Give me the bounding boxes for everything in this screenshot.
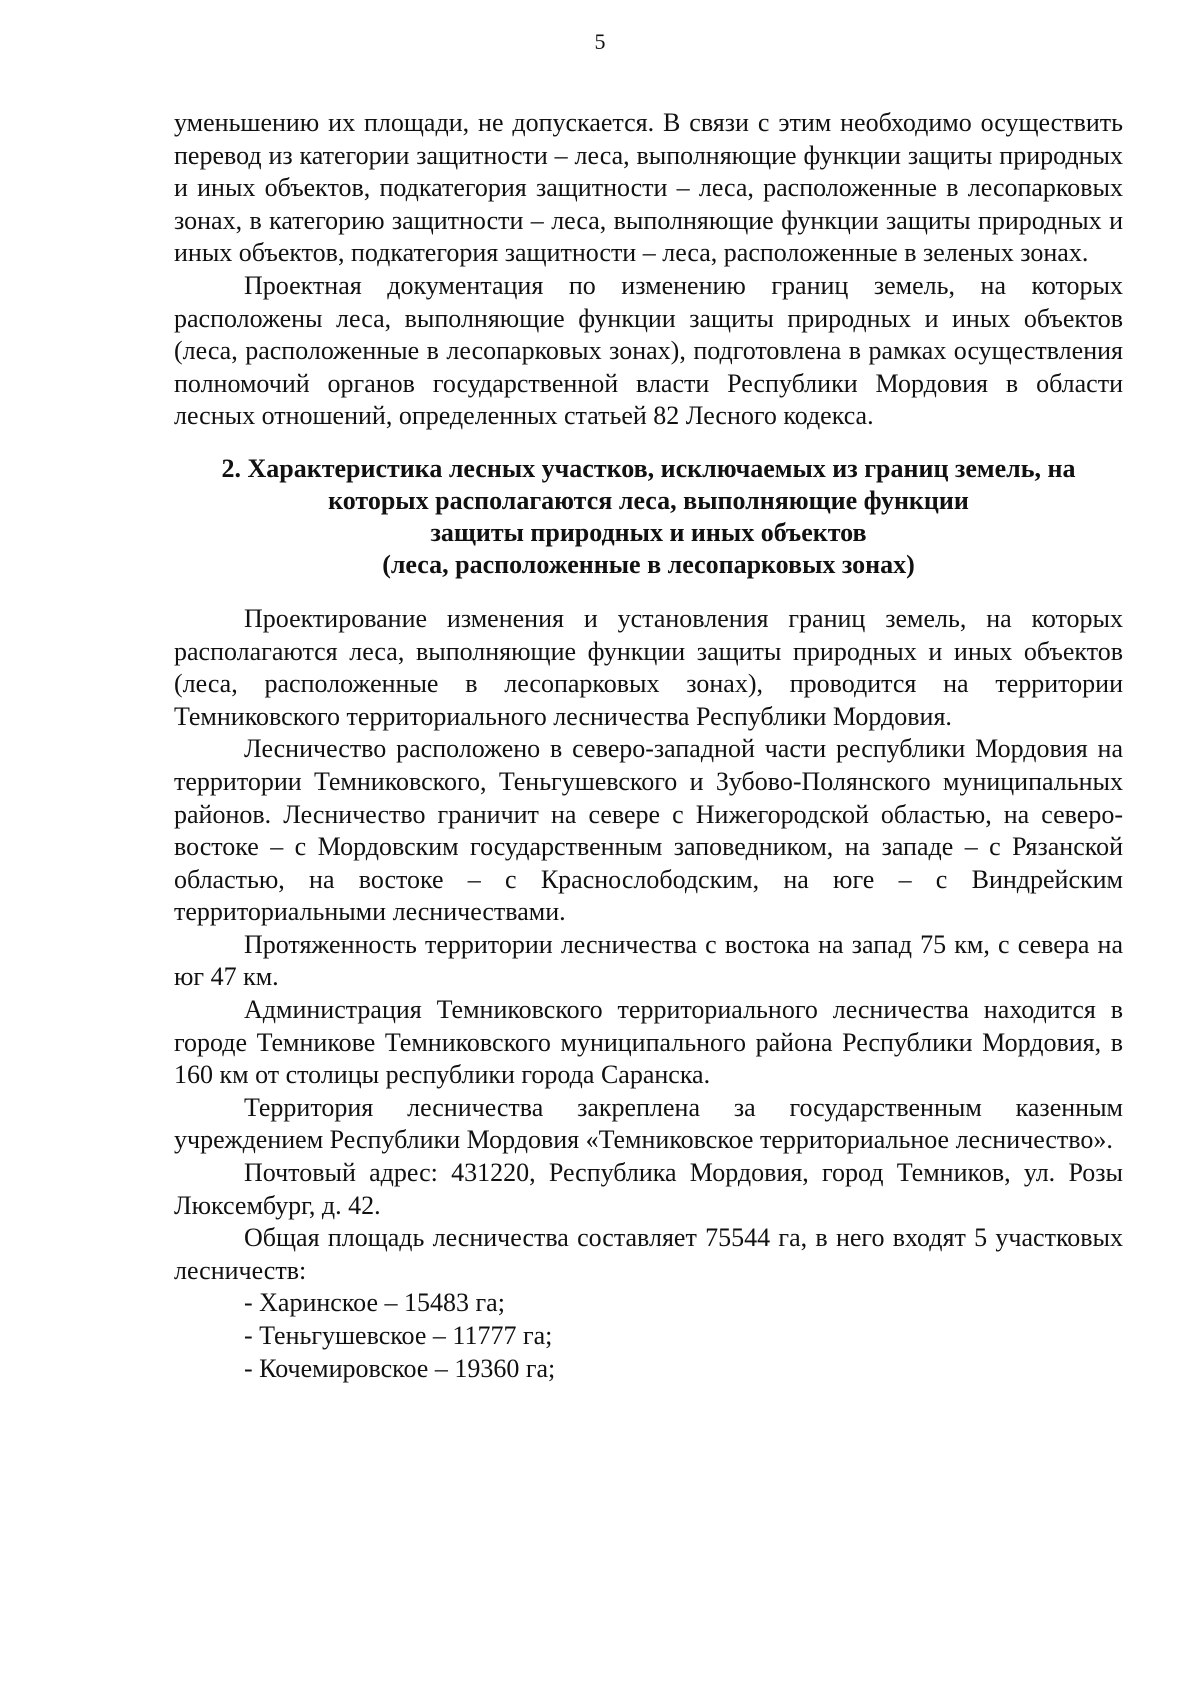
paragraph-administration: Администрация Темниковского территориального лесничества находится в городе Темникове Темниковского муниципального района Республики Мордовия, в 160 км от столицы республики города Саранска. (174, 995, 1123, 1090)
section-heading-line: которых располагаются леса, выполняющие функции (328, 485, 969, 515)
paragraph-design: Проектирование изменения и установления границ земель, на которых располагаются леса, выполняющие функции защиты природных и иных объектов (леса, расположенные в лесопарковых зонах), проводится на территории Темниковского территориального лесничества Республики Мордовия. (174, 603, 1123, 731)
list-item: - Харинское – 15483 га; (244, 1288, 505, 1318)
list-item: - Кочемировское – 19360 га; (244, 1353, 556, 1383)
section-heading-line: 2. Характеристика лесных участков, исключаемых из границ земель, на (221, 453, 1076, 483)
paragraph-institution: Территория лесничества закреплена за государственным казенным учреждением Республики Мордовия «Темниковское территориальное лесничество». (174, 1092, 1123, 1155)
section-heading (174, 453, 1123, 581)
list-item: - Теньгушевское – 11777 га; (244, 1321, 553, 1350)
document-body (174, 107, 1123, 1385)
paragraph-continuation: уменьшению их площади, не допускается. В связи с этим необходимо осуществить перевод из категории защитности – леса, выполняющие функции защиты природных и иных объектов, подкатегория защитности – леса, расположенные в лесопарковых зонах, в категорию защитности – леса, выполняющие функции защиты природных и иных объектов, подкатегория защитности – леса, расположенные в зеленых зонах. (174, 108, 1123, 268)
paragraph-total-area: Общая площадь лесничества составляет 75544 га, в него входят 5 участковых лесничеств: (174, 1223, 1123, 1285)
section-heading-line: (леса, расположенные в лесопарковых зонах) (382, 549, 915, 579)
section-heading-line: защиты природных и иных объектов (430, 517, 867, 547)
paragraph-location: Лесничество расположено в северо-западной части республики Мордовия на территории Темниковского, Теньгушевского и Зубово-Полянского муниципальных районов. Лесничество граничит на севере с Нижегородской областью, на северо-востоке – с Мордовским государственным заповедником, на западе – с Рязанской областью, на востоке – с Краснослободским, на юге – с Виндрейским территориальными лесничествами. (174, 734, 1123, 927)
page-number: 5 (594, 29, 606, 54)
paragraph-postal-address: Почтовый адрес: 431220, Республика Мордовия, город Темников, ул. Розы Люксембург, д. 42. (174, 1158, 1123, 1220)
paragraph-extent: Протяженность территории лесничества с востока на запад 75 км, с севера на юг 47 км. (174, 929, 1123, 992)
paragraph-project-documentation: Проектная документация по изменению границ земель, на которых расположены леса, выполняющие функции защиты природных и иных объектов (леса, расположенные в лесопарковых зонах), подготовлена в рамках осуществления полномочий органов государственной власти Республики Мордовия в области лесных отношений, определенных статьей 82 Лесного кодекса. (174, 270, 1123, 431)
